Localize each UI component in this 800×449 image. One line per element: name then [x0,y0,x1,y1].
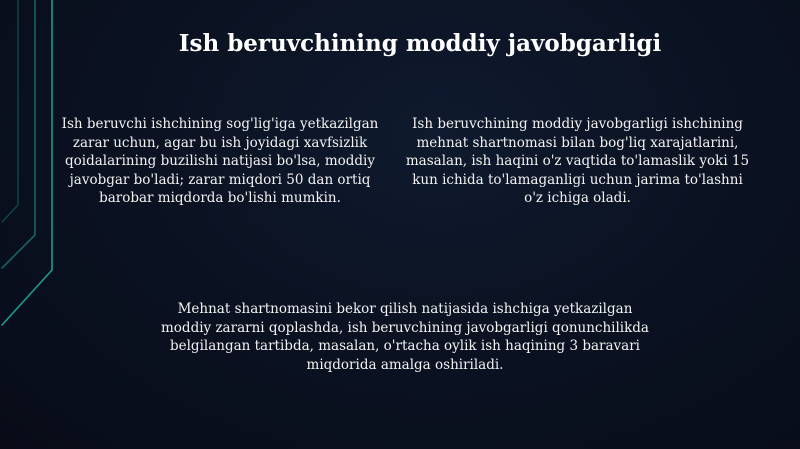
text-block-bottom: Mehnat shartnomasini bekor qilish natijasida ishchiga yetkazilgan moddiy zararni qoplashda, ish beruvchining javobgarligi qonunchilikda belgilangan tartibda, masalan, o'rtacha oylik ish haqining 3 baravari miqdorida amalga oshiriladi. [161,301,649,373]
text-block-right: Ish beruvchining moddiy javobgarligi ishchining mehnat shartnomasi bilan bog'liq xarajatlarini, masalan, ish haqini o'z vaqtida to'lamaslik yoki 15 kun ichida to'lamaganligi uchun jarima to'lashni o'z ichiga oladi. [405,116,750,206]
text-block-left: Ish beruvchi ishchining sog'lig'iga yetkazilgan zarar uchun, agar bu ish joyidagi xavfsizlik qoidalarining buzilishi natijasi bo'lsa, moddiy javobgar bo'ladi; zarar miqdori 50 dan ortiq barobar miqdorda bo'lishi mumkin. [61,116,379,206]
accent-line-inner [2,0,18,222]
decorative-circuit-lines [0,0,70,449]
accent-line-outer [2,0,52,325]
slide-title: Ish beruvchining moddiy javobgarligi [178,30,662,57]
